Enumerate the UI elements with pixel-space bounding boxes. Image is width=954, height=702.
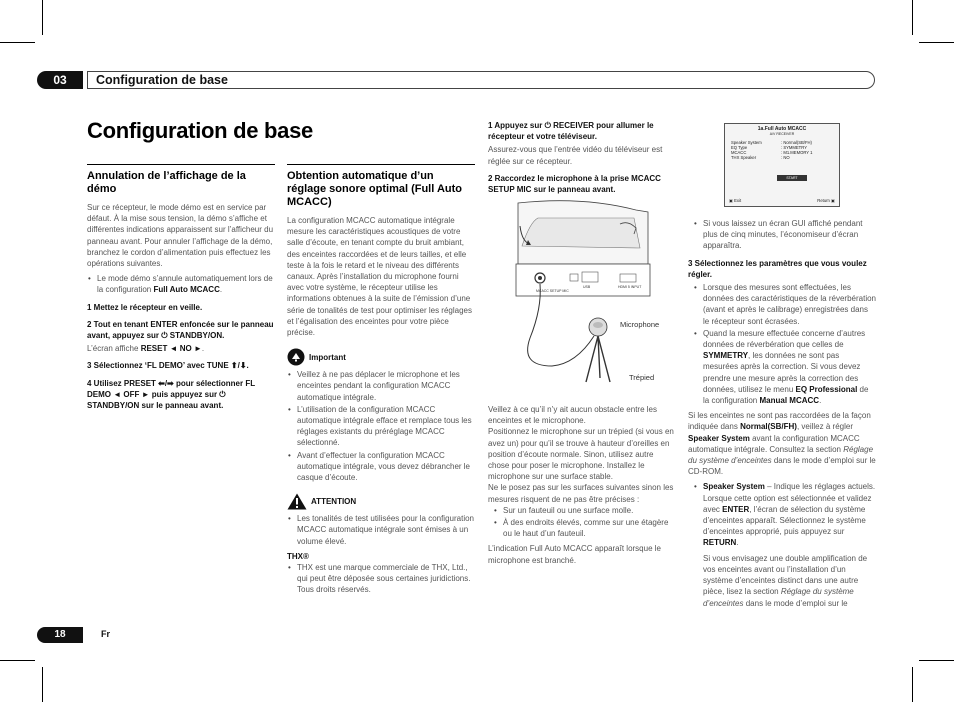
crop-mark [42,667,43,702]
column-steps-cont [488,404,676,570]
important-note: Important [287,348,475,366]
crop-mark [912,0,913,35]
list-item: • THX est une marque commerciale de THX, Ltd., qui peut être déposée sous certaines juridictions. Tous droits réservés. [297,562,475,596]
hdmi-label: HDMI 5 INPUT [618,285,642,289]
heading-mcacc: Obtention automatique d’un réglage sonore optimal (Full Auto MCACC) [287,164,475,209]
list-item: • Speaker System – Indique les réglages actuels. Lorsque cette option est sélectionnée et validez avec ENTER, l’écran de sélection du système d’enceintes apparaît. Sélectionnez le système d’enceintes approprié, puis appuyez sur RETURN. [703,481,876,548]
section-number: 03 [37,71,83,89]
list-item: • Les tonalités de test utilisées pour la configuration MCACC automatique intégrale sont émises à un volume élevé. [297,513,475,547]
step-1: 1 Mettez le récepteur en veille. [87,302,203,312]
intro-text: La configuration MCACC automatique intégrale mesure les caractéristiques acoustiques de votre salle d’écoute, en tenant compte du bruit ambiant, des enceintes raccordées et de leurs tailles, et elle teste à la fois le retard et le niveau des différents canaux. Après l’installation du microphone fourni avec votre système, le récepteur utilise les informations obtenues à la suite de l’émission d’une série de tonalités de test pour optimiser les réglages et l’égalisation des enceintes pour votre pièce précise. [287,216,472,338]
paragraph: Si vous envisagez une double amplification de vos enceintes avant ou l’installation d’un système d’enceintes distinct dans une autre pièce, lisez la section Réglage du système d’enceintes dans le mode d’emploi sur le [703,553,868,608]
step-1-note: Assurez-vous que l’entrée vidéo du téléviseur est réglée sur ce récepteur. [488,145,663,166]
step-3: 3 Sélectionnez les paramètres que vous voulez régler. [688,258,867,279]
exit-hint: ▣ Exit [729,198,742,203]
label-tripod: Trépied [629,373,655,382]
step-4: 4 Utilisez PRESET ⬅/➡ pour sélectionner FL DEMO ◄ OFF ► puis appuyez sur ⏻ STANDBY/ON sur le panneau avant. [87,378,255,411]
screen-subtitle: A/V RECEIVER [769,132,795,136]
page-number: 18 [37,627,83,643]
screen-row-label: Speaker System [731,140,762,145]
important-icon [287,348,305,366]
label-microphone: Microphone [620,320,660,329]
start-button[interactable]: START [777,175,807,181]
list-item: • Lorsque des mesures sont effectuées, les données des caractéristiques de la réverbération (avant et après le calibrage) enregistrées dans le récepteur sont écrasées. [703,282,876,327]
list-item: • L’utilisation de la configuration MCACC automatique intégrale efface et remplace tous les réglages existants du préréglage MCACC sélectionné. [297,404,475,449]
screen-row-value: : NO [781,155,790,160]
microphone-connection-diagram [512,198,655,392]
crop-mark [0,42,35,43]
list-item: • Sur un fauteuil ou une surface molle. [503,505,676,516]
column-demo-cancel [87,164,275,413]
crop-mark [912,667,913,702]
step-2-note: L’écran affiche RESET ◄ NO ►. [87,344,205,354]
language-label: Fr [101,629,110,639]
step-2: 2 Tout en tenant ENTER enfoncée sur le panneau avant, appuyez sur ⏻ STANDBY/ON. [87,319,274,341]
warning-icon [287,493,307,510]
list-item: • Quand la mesure effectuée concerne d’autres données de réverbération que celles de SYMMETRY, les données ne sont pas mesurées après la correction. Si vous devez prendre une mesure après la correction des données, utilisez le menu EQ Professional de la configuration Manual MCACC. [703,328,876,406]
screen-row[interactable] [731,155,833,160]
list-item: • Si vous laissez un écran GUI affiché pendant plus de cinq minutes, l’économiseur d’écran apparaîtra. [703,218,876,252]
paragraph: Si les enceintes ne sont pas raccordées de la façon indiquée dans Normal(SB/FH), veillez à régler Speaker System avant la configuration MCACC automatique intégrale. Consultez la section Réglage du système d’enceintes dans le mode d’emploi sur le CD-ROM. [688,411,876,477]
step-3: 3 Sélectionnez ‘FL DEMO’ avec TUNE ⬆/⬇. [87,361,249,371]
step-1: 1 Appuyez sur ⏻ RECEIVER pour allumer le récepteur et votre téléviseur. [488,121,654,142]
heading-demo-cancel: Annulation de l’affichage de la démo [87,164,275,196]
list-item: • Le mode démo s’annule automatiquement lors de la configuration Full Auto MCACC. [97,273,275,295]
thx-label: THX® [287,551,309,561]
paragraph: Ne le posez pas sur les surfaces suivantes sinon les mesures risquent de ne pas être précises : [488,483,674,504]
step-2: 2 Raccordez le microphone à la prise MCACC SETUP MIC sur le panneau avant. [488,173,661,195]
section-title: Configuration de base [96,73,228,87]
paragraph: Veillez à ce qu’il n’y ait aucun obstacle entre les enceintes et le microphone. [488,405,657,426]
column-mcacc [287,164,475,600]
column-steps [488,120,676,197]
screen-row-value: : Normal(SB/FH) [781,140,812,145]
screen-row-label: EQ Type [731,145,748,150]
paragraph: Positionnez le microphone sur un trépied (si vous en avez un) pour qu’il se trouve à hauteur d’oreilles en position d’écoute normale. Sinon, utilisez autre chose pour poser le microphone. Installez le microphone sur une surface stable. [488,427,674,482]
column-settings [688,218,876,613]
list-item: • Veillez à ne pas déplacer le microphone et les enceintes pendant la configuration MCACC automatique intégrale. [297,369,475,403]
crop-mark [919,42,954,43]
screen-row-value: : SYMMETRY [781,145,807,150]
page-title: Configuration de base [87,118,313,143]
screen-row-value: : M1.MEMORY 1 [781,150,813,155]
usb-label: USB [583,285,591,289]
gui-screen [724,123,840,207]
intro-text: Sur ce récepteur, le mode démo est en service par défaut. À la mise sous tension, la démo s’affiche et différentes indications apparaissent sur l’afficheur du panneau avant. Pour annuler l’affichage de la démo, branchez le cordon d’alimentation puis effectuez les opérations suivantes. [87,203,274,269]
list-item: • À des endroits élevés, comme sur une étagère ou le haut d’un fauteuil. [503,517,676,539]
screen-title: 1a.Full Auto MCACC [757,126,807,132]
paragraph: L’indication Full Auto MCACC apparaît lorsque le microphone est branché. [488,544,661,565]
crop-mark [42,0,43,35]
screen-row-label: THX Speaker [731,155,757,160]
screen-row-label: MCACC [731,150,747,155]
jack-label: MCACC SETUP MIC [536,289,569,293]
crop-mark [919,660,954,661]
return-hint: Return ▣ [817,198,835,203]
crop-mark [0,660,35,661]
list-item: • Avant d’effectuer la configuration MCACC automatique intégrale, vous devez débrancher le casque d’écoute. [297,450,475,484]
attention-note: ATTENTION [287,493,475,510]
